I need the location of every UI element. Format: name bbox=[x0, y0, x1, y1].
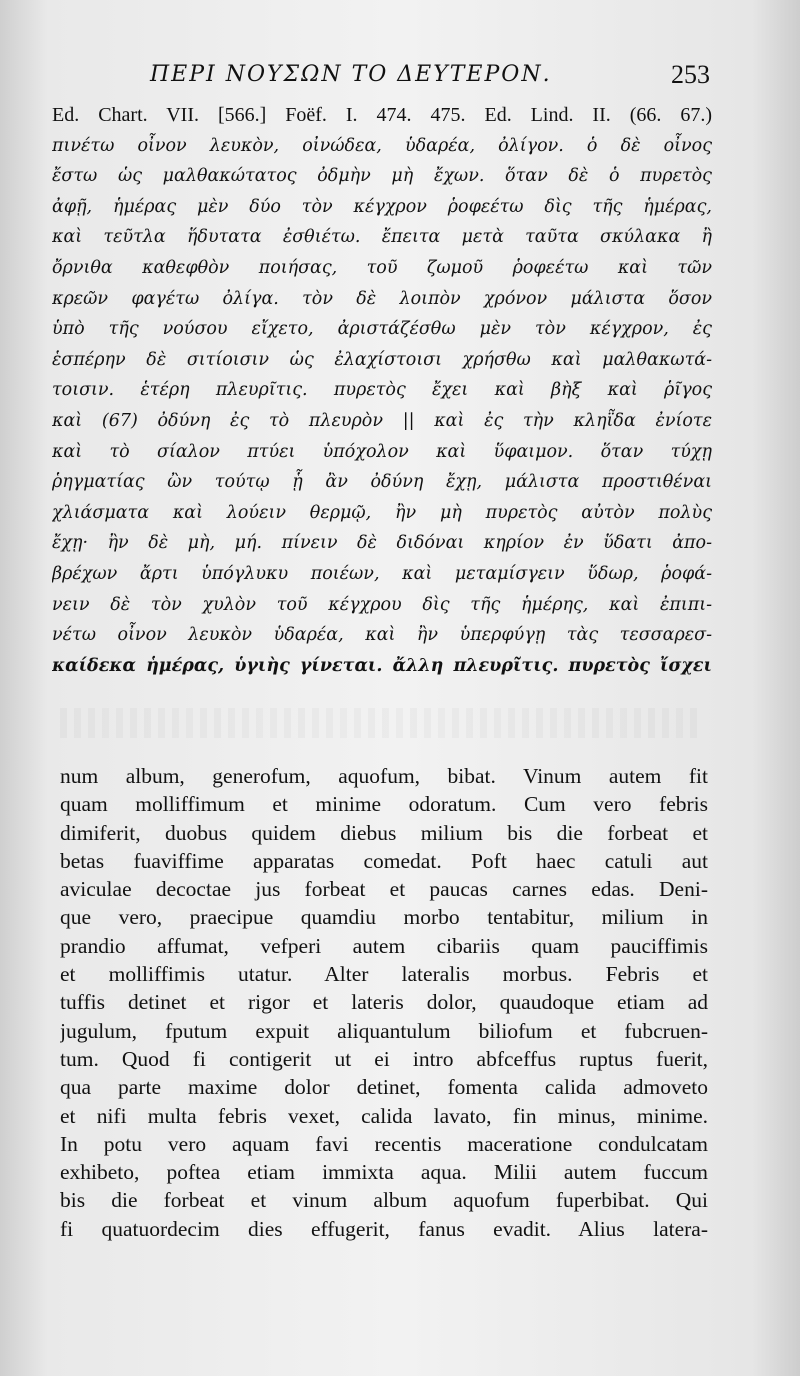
greek-text-line: χλιάσματα καὶ λούειν θερμῷ, ἢν μὴ πυρετὸς αὐτὸν πολὺς bbox=[52, 502, 712, 523]
latin-text-line: fi quatuordecim dies effugerit, fanus evadit. Alius latera- bbox=[60, 1216, 708, 1241]
greek-text-line: καίδεκα ἡμέρας, ὑγιὴς γίνεται. ἄλλη πλευρῖτις. πυρετὸς ἴσχει bbox=[52, 655, 712, 676]
greek-text-line: ῥηγματίας ὢν τούτῳ ᾗ ἂν ὀδύνη ἔχῃ, μάλιστα προστιθέναι bbox=[52, 472, 712, 493]
greek-text-line: βρέχων ἄρτι ὑπόγλυκυ ποιέων, καὶ μεταμίσγειν ὕδωρ, ῥοφά- bbox=[52, 563, 712, 584]
page-header bbox=[150, 56, 710, 92]
running-title: ΠΕΡΙ ΝΟΥΣΩΝ ΤΟ ΔΕΥΤΕΡΟΝ. bbox=[150, 62, 552, 87]
show-through-smudge bbox=[60, 708, 700, 738]
latin-text-line: dimiferit, duobus quidem diebus milium bis die forbeat et bbox=[60, 820, 708, 845]
greek-text-block bbox=[52, 100, 712, 681]
greek-text-line: ἔστω ὡς μαλθακώτατος ὀδμὴν μὴ ἔχων. ὅταν δὲ ὁ πυρετὸς bbox=[52, 166, 712, 187]
greek-text-line: καὶ τὸ σίαλον πτύει ὑπόχολον καὶ ὕφαιμον. ὅταν τύχῃ bbox=[52, 441, 712, 462]
greek-text-line: πινέτω οἶνον λευκὸν, οἰνώδεα, ὑδαρέα, ὀλίγον. ὁ δὲ οἶνος bbox=[52, 135, 712, 156]
latin-text-line: jugulum, fputum expuit aliquantulum biliofum et fubcruen- bbox=[60, 1018, 708, 1043]
greek-text-line: ὄρνιθα καθεφθὸν ποιήσας, τοῦ ζωμοῦ ῥοφεέτω καὶ τῶν bbox=[52, 257, 712, 278]
latin-text-line: exhibeto, poftea etiam immixta aqua. Milii autem fuccum bbox=[60, 1160, 708, 1185]
latin-text-line: aviculae decoctae jus forbeat et paucas carnes edas. Deni- bbox=[60, 877, 708, 902]
latin-text-line: et molliffimis utatur. Alter lateralis morbus. Febris et bbox=[60, 962, 708, 987]
greek-text-line: νειν δὲ τὸν χυλὸν τοῦ κέγχρου δὶς τῆς ἡμέρης, καὶ ἐπιπι- bbox=[52, 594, 712, 615]
latin-text-line: qua parte maxime dolor detinet, fomenta calida admoveto bbox=[60, 1075, 708, 1100]
greek-text-line: τοισιν. ἑτέρη πλευρῖτις. πυρετὸς ἔχει καὶ βὴξ καὶ ῥῖγος bbox=[52, 380, 712, 401]
greek-text-line: κρεῶν φαγέτω ὀλίγα. τὸν δὲ λοιπὸν χρόνον μάλιστα ὅσον bbox=[52, 288, 712, 309]
greek-text-line: ἀφῇ, ἡμέρας μὲν δύο τὸν κέγχρον ῥοφεέτω δὶς τῆς ἡμέρας, bbox=[52, 196, 712, 217]
greek-text-line: καὶ τεῦτλα ἥδυτατα ἐσθιέτω. ἔπειτα μετὰ ταῦτα σκύλακα ἢ bbox=[52, 227, 712, 248]
greek-text-line: ὑπὸ τῆς νούσου εἴχετο, ἀριστάζέσθω μὲν τὸν κέγχρον, ἐς bbox=[52, 319, 712, 340]
latin-text-line: num album, generofum, aquofum, bibat. Vinum autem fit bbox=[60, 764, 708, 788]
greek-text-line: νέτω οἶνον λευκὸν ὑδαρέα, καὶ ἢν ὑπερφύγῃ τὰς τεσσαρεσ- bbox=[52, 625, 712, 646]
latin-text-line: betas fuaviffime apparatas comedat. Poft haec catuli aut bbox=[60, 848, 708, 873]
latin-text-block bbox=[60, 762, 708, 1243]
latin-text-line: et nifi multa febris vexet, calida lavato, fin minus, minime. bbox=[60, 1103, 708, 1128]
edition-reference-line: Ed. Chart. VII. [566.] Foëf. I. 474. 475. Ed. Lind. II. (66. 67.) bbox=[52, 104, 712, 126]
latin-text-line: bis die forbeat et vinum album aquofum fuperbibat. Qui bbox=[60, 1188, 708, 1213]
latin-text-line: quam molliffimum et minime odoratum. Cum vero febris bbox=[60, 792, 708, 817]
greek-text-line: ἑσπέρην δὲ σιτίοισιν ὡς ἐλαχίστοισι χρήσθω καὶ μαλθακωτά- bbox=[52, 349, 712, 370]
page-number: 253 bbox=[671, 60, 710, 89]
latin-text-line: In potu vero aquam favi recentis maceratione condulcatam bbox=[60, 1131, 708, 1156]
latin-text-line: tum. Quod fi contigerit ut ei intro abfceffus ruptus fuerit, bbox=[60, 1046, 708, 1071]
latin-text-line: prandio affumat, vefperi autem cibariis quam pauciffimis bbox=[60, 933, 708, 958]
greek-text-line: καὶ (67) ὀδύνη ἐς τὸ πλευρὸν || καὶ ἐς τὴν κληῗδα ἐνίοτε bbox=[52, 410, 712, 431]
greek-text-line: ἔχῃ· ἢν δὲ μὴ, μή. πίνειν δὲ διδόναι κηρίον ἐν ὕδατι ἀπο- bbox=[52, 533, 712, 554]
latin-text-line: tuffis detinet et rigor et lateris dolor, quaudoque etiam ad bbox=[60, 990, 708, 1015]
latin-text-line: que vero, praecipue quamdiu morbo tentabitur, milium in bbox=[60, 905, 708, 930]
